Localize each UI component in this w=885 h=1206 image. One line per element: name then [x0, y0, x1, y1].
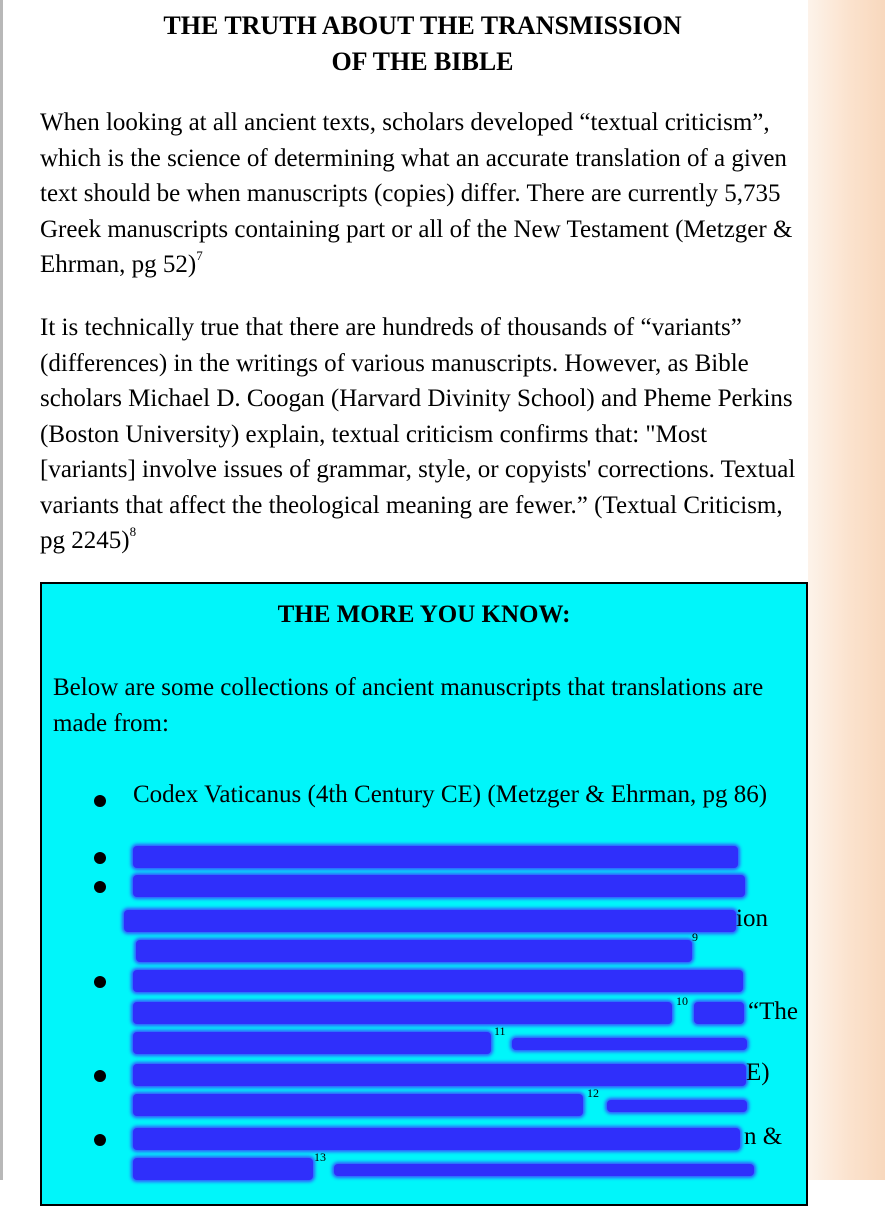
footnote-ref: 11 [494, 1024, 506, 1038]
redaction-scribble [133, 875, 745, 897]
bullet-dot [94, 852, 106, 864]
redaction-scribble [133, 970, 743, 992]
visible-text-fragment: E) [746, 1059, 770, 1086]
page-title-line-1: THE TRUTH ABOUT THE TRANSMISSION [163, 11, 682, 40]
list-item: Codex Vaticanus (4th Century CE) (Metzger & Ehrman, pg 86) [133, 781, 768, 808]
footnote-ref: 10 [676, 994, 688, 1008]
redaction-scribble [512, 1038, 747, 1050]
redaction-scribble [133, 1128, 740, 1150]
visible-text-fragment: ion [736, 905, 768, 932]
redaction-scribble [694, 1002, 744, 1024]
footnote-fragment [692, 930, 698, 960]
paragraph-variants [40, 310, 800, 559]
bullet-dot [94, 1070, 106, 1082]
visible-text-fragment: “The [748, 998, 798, 1025]
redaction-scribble [133, 1064, 746, 1086]
redaction-scribble [136, 940, 692, 962]
visible-text-fragment: n & [744, 1123, 783, 1150]
paragraph-textual-criticism [40, 105, 800, 283]
footnote-fragment [676, 994, 688, 1024]
footnote-fragment [494, 1024, 506, 1054]
footnote-ref: 13 [314, 1150, 326, 1164]
footnote-ref: 7 [196, 248, 203, 263]
footnote-ref: 9 [692, 930, 698, 944]
bullet-dot [94, 976, 106, 988]
redaction-scribble [133, 1094, 583, 1116]
callout-intro: Below are some collections of ancient manuscripts that translations are made from: [53, 674, 764, 737]
footnote-ref: 12 [587, 1086, 599, 1100]
paragraph-text: It is technically true that there are hundreds of thousands of “variants” (differences) in the writings of various manuscripts. However, as Bible scholars Michael D. Coogan (Harvard Divinity School) and Pheme Perkins (Boston University) explain, textual criticism confirms that: "Most [variants] involve issues of grammar, style, or copyists' corrections. Textual variants that affect the theological meaning are fewer.” (Textual Criticism, pg 2245) [40, 314, 796, 554]
bullet-dot [94, 795, 106, 807]
right-page-gutter [808, 0, 885, 1180]
bullet-dot [94, 1134, 106, 1146]
redaction-scribble [334, 1164, 754, 1176]
redaction-scribble [133, 1158, 313, 1180]
paragraph-text: When looking at all ancient texts, scholars developed “textual criticism”, which is the science of determining what an accurate translation of a given text should be when manuscripts (copies) differ. There are currently 5,735 Greek manuscripts containing part or all of the New Testament (Metzger & Ehrman, pg 52) [40, 109, 793, 278]
footnote-fragment [314, 1150, 326, 1180]
page-title [0, 8, 845, 80]
footnote-ref: 8 [129, 524, 137, 539]
callout-box [40, 582, 808, 1206]
redaction-scribble [133, 1032, 491, 1054]
redaction-scribble [124, 910, 736, 932]
footnote-fragment [587, 1086, 599, 1116]
redaction-scribble [133, 846, 738, 868]
page-title-line-2: OF THE BIBLE [331, 47, 514, 76]
callout-title: THE MORE YOU KNOW: [277, 601, 571, 628]
redaction-scribble [607, 1100, 747, 1112]
bullet-dot [94, 881, 106, 893]
redaction-scribble [133, 1002, 672, 1024]
